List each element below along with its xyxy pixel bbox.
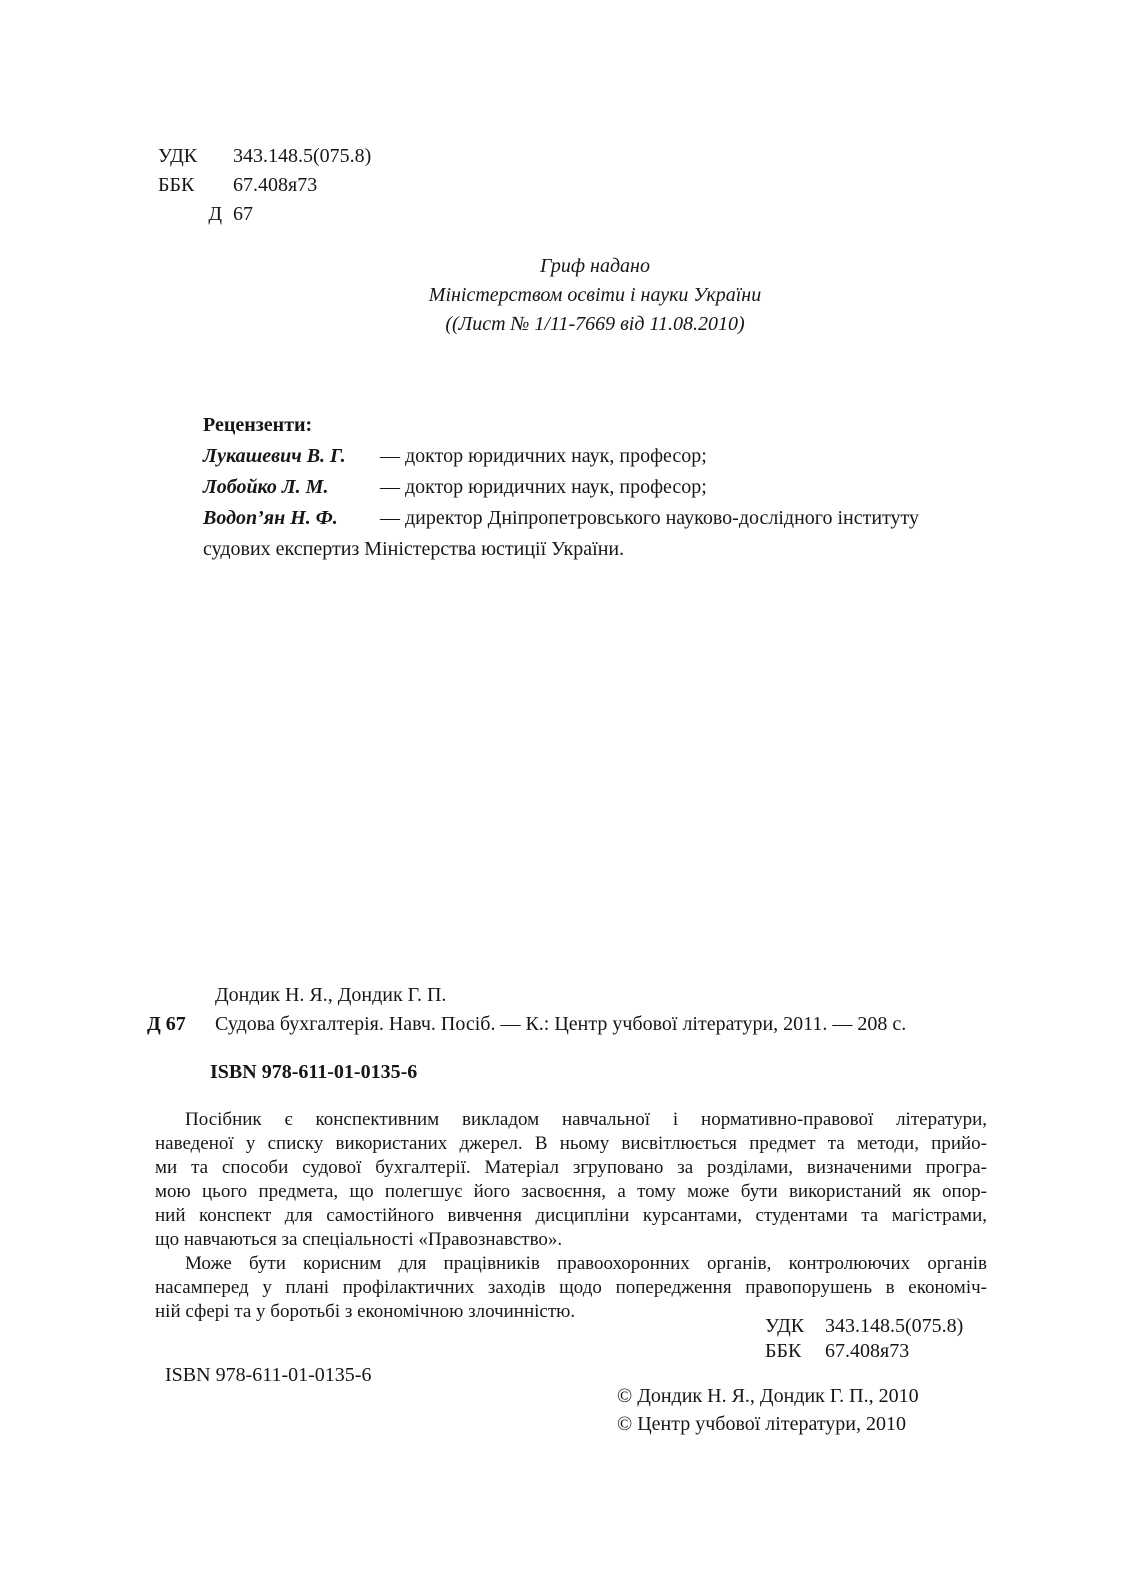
reviewer-row — [203, 503, 1003, 534]
udk-label: УДК — [765, 1315, 805, 1337]
annotation-line: мою цього предмета, що полегшує його засвоєння, а тому може бути використаний як опор- — [155, 1181, 987, 1202]
classification-codes-bottom — [765, 1314, 963, 1364]
isbn-catalog: ISBN 978-611-01-0135-6 — [210, 1061, 418, 1083]
annotation-line: ній сфері та у боротьбі з економічною злочинністю. — [155, 1301, 576, 1322]
annotation-block — [155, 1108, 987, 1324]
reviewer-desc: — доктор юридичних наук, професор; — [380, 445, 707, 467]
author-sign-label: Д — [208, 203, 222, 225]
annotation-line: Посібник є конспективним викладом навчальної і нормативно-правової літератури, — [185, 1109, 987, 1130]
reviewer-desc-continuation: судових експертиз Міністерства юстиції України. — [203, 538, 625, 560]
annotation-line: ний конспект для самостійного вивчення дисципліни курсантами, студентами та магістрами, — [155, 1205, 987, 1226]
bbk-line — [158, 171, 371, 200]
bbk-label: ББК — [158, 174, 195, 196]
annotation-line: наведеної у списку використаних джерел. В ньому висвітлюється предмет та методи, прийо- — [155, 1133, 987, 1154]
author-sign-line — [158, 200, 371, 229]
reviewer-desc: — директор Дніпропетровського науково-дослідного інституту — [380, 507, 920, 529]
udk-value: 343.148.5(075.8) — [233, 145, 372, 167]
author-sign-value: 67 — [233, 203, 253, 225]
grant-line-3: ((Лист № 1/11-7669 від 11.08.2010) — [445, 313, 745, 335]
bbk-value: 67.408я73 — [233, 174, 318, 196]
reviewer-name: Лукашевич В. Г. — [203, 445, 346, 467]
grant-note — [205, 252, 985, 339]
grant-line-2: Міністерством освіти і науки України — [428, 284, 762, 306]
udk-line-bottom — [765, 1314, 963, 1339]
reviewer-row — [203, 472, 1003, 503]
udk-label: УДК — [158, 145, 198, 167]
annotation-line: ми та способи судової бухгалтерії. Матеріал згруповано за розділами, визначеними програ- — [155, 1157, 987, 1178]
grant-line-1: Гриф надано — [540, 255, 650, 277]
catalog-title: Судова бухгалтерія. Навч. Посіб. — К.: Центр учбової літератури, 2011. — 208 с. — [215, 1013, 907, 1035]
annotation-line: що навчаються за спеціальності «Правознавство». — [155, 1229, 563, 1250]
copyright-line-publisher: © Центр учбової літератури, 2010 — [617, 1413, 906, 1435]
udk-value: 343.148.5(075.8) — [825, 1315, 964, 1337]
reviewers-heading: Рецензенти: — [203, 414, 313, 436]
reviewer-name: Лобойко Л. М. — [203, 476, 329, 498]
catalog-code: Д 67 — [147, 1013, 186, 1035]
bbk-value: 67.408я73 — [825, 1340, 910, 1362]
copyright-line-authors: © Дондик Н. Я., Дондик Г. П., 2010 — [617, 1385, 919, 1407]
reviewers-block — [203, 410, 1003, 565]
annotation-line: насамперед у плані профілактичних заходів щодо попередження правопорушень в економіч- — [155, 1277, 987, 1298]
reviewer-desc: — доктор юридичних наук, професор; — [380, 476, 707, 498]
copyright-block — [617, 1382, 919, 1438]
isbn-bottom: ISBN 978-611-01-0135-6 — [165, 1364, 372, 1386]
udk-line — [158, 142, 371, 171]
reviewer-row — [203, 441, 1003, 472]
annotation-line: Може бути корисним для працівників правоохоронних органів, контролюючих органів — [185, 1253, 987, 1274]
classification-codes-top — [158, 142, 371, 229]
bbk-line-bottom — [765, 1339, 963, 1364]
catalog-authors: Дондик Н. Я., Дондик Г. П. — [215, 984, 447, 1006]
reviewer-name: Водоп’ян Н. Ф. — [203, 507, 338, 529]
bbk-label: ББК — [765, 1340, 802, 1362]
